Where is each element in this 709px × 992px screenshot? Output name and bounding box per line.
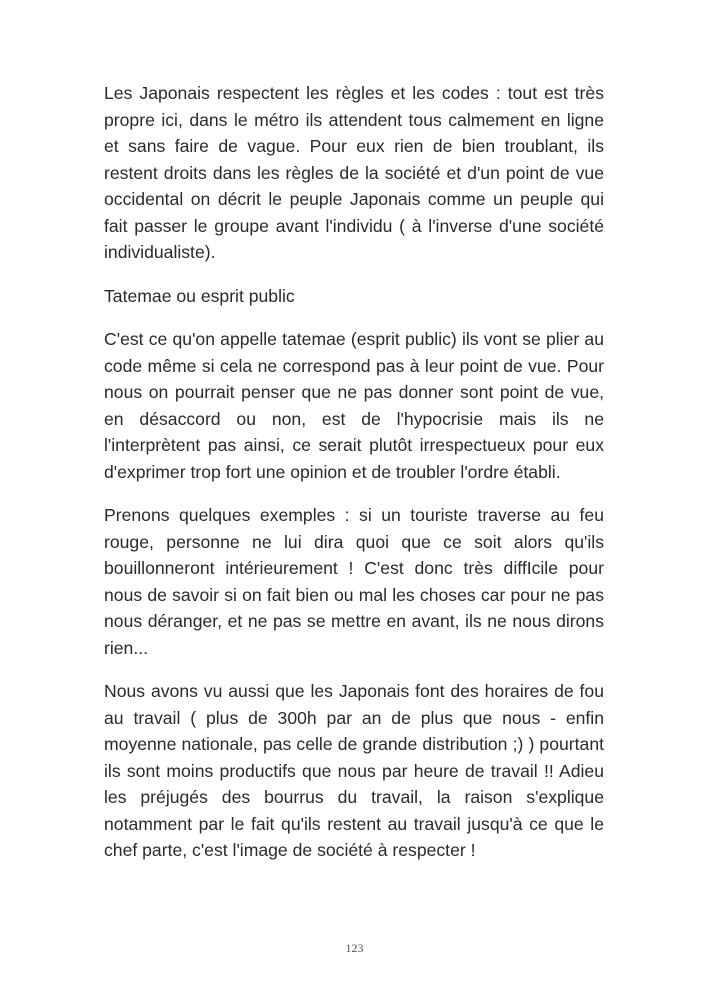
body-text [104, 80, 604, 881]
paragraph-japanese-rules: Les Japonais respectent les règles et les codes : tout est très propre ici, dans le métro ils attendent tous calmement en ligne et sans faire de vague. Pour eux rien de bien troublant, ils restent droits dans les règles de la société et d'un point de vue occidental on décrit le peuple Japonais comme un peuple qui fait passer le groupe avant l'individu ( à l'inverse d'une société individualiste). [104, 83, 604, 262]
section-heading-tatemae: Tatemae ou esprit public [104, 285, 295, 306]
paragraph-examples: Prenons quelques exemples : si un touriste traverse au feu rouge, personne ne lui dira quoi que ce soit alors qu'ils bouillonneront intérieurement ! C'est donc très diffIcile pour nous de savoir si on fait bien ou mal les choses car pour ne pas nous déranger, et ne pas se mettre en avant, ils ne nous dirons rien... [104, 505, 604, 658]
paragraph-tatemae: C'est ce qu'on appelle tatemae (esprit public) ils vont se plier au code même si cela ne correspond pas à leur point de vue. Pour nous on pourrait penser que ne pas donner sont point de vue, en désaccord ou non, est de l'hypocrisie mais ils ne l'interprètent pas ainsi, ce serait plutôt irrespectueux pour eux d'exprimer trop fort une opinion et de troubler l'ordre établi. [104, 329, 604, 482]
paragraph-work-hours: Nous avons vu aussi que les Japonais font des horaires de fou au travail ( plus de 300h par an de plus que nous - enfin moyenne nationale, pas celle de grande distribution ;) ) pourtant ils sont moins productifs que nous par heure de travail !! Adieu les préjugés des bourrus du travail, la raison s'explique notamment par le fait qu'ils restent au travail jusqu'à ce que le chef parte, c'est l'image de société à respecter ! [104, 681, 604, 860]
page-number: 123 [345, 941, 364, 955]
